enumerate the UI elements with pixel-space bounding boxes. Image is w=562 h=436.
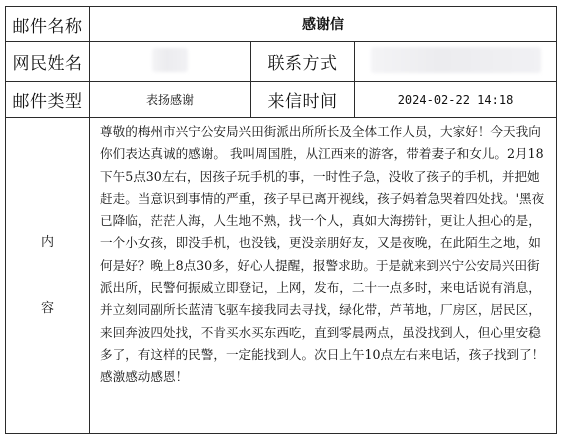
letter-form-table bbox=[5, 6, 557, 434]
content-label-gap bbox=[6, 253, 89, 299]
name-value-cell bbox=[90, 42, 251, 82]
contact-label: 联系方式 bbox=[251, 42, 355, 82]
type-value: 表扬感谢 bbox=[90, 82, 251, 118]
subject-row bbox=[6, 7, 557, 42]
time-label: 来信时间 bbox=[251, 82, 355, 118]
content-label-cell bbox=[6, 118, 90, 434]
subject-label: 邮件名称 bbox=[6, 7, 90, 42]
type-time-row bbox=[6, 82, 557, 118]
content-row bbox=[6, 118, 557, 434]
subject-value: 感谢信 bbox=[90, 7, 557, 42]
content-label-top: 内 bbox=[40, 234, 54, 250]
type-label: 邮件类型 bbox=[6, 82, 90, 118]
name-label: 网民姓名 bbox=[6, 42, 90, 82]
time-value: 2024-02-22 14:18 bbox=[355, 82, 557, 118]
content-body: 尊敬的梅州市兴宁公安局兴田街派出所所长及全体工作人员，大家好！今天我向你们表达真诚的感谢。 我叫周国胜，从江西来的游客，带着妻子和女儿。2月18下午5点30左右，因孩子玩手机的事，一时性子急，没收了孩子的手机，并把她赶走。当意识到事情的严重，孩子早已离开视线，孩子妈着急哭着四处找。'黑夜已降临，茫茫人海，人生地不熟，找一个人，真如大海捞针，更让人担心的是，一个小女孩，即没手机，也没钱，更没亲朋好友，又是夜晚，在此陌生之地，如何是好？晚上8点30多，好心人提醒，报警求助。于是就来到兴宁公安局兴田街派出所，民警何振威立即登记，上网，发布，二十一点多时，来电话说有消息，并立刻同副所长蓝清飞驱车接我同去寻找，绿化带，芦苇地，厂房区，居民区，来回奔波四处找，不肯买水买东西吃，直到零晨两点，虽没找到人，但心里安稳多了，有这样的民警，一定能找到人。次日上午10点左右来电话，孩子找到了！ 感激感动感恩！ bbox=[90, 118, 557, 434]
contact-redacted bbox=[371, 47, 541, 73]
name-redacted bbox=[152, 48, 188, 72]
contact-value-cell bbox=[355, 42, 557, 82]
name-contact-row bbox=[6, 42, 557, 82]
content-label-bottom: 容 bbox=[40, 300, 54, 316]
